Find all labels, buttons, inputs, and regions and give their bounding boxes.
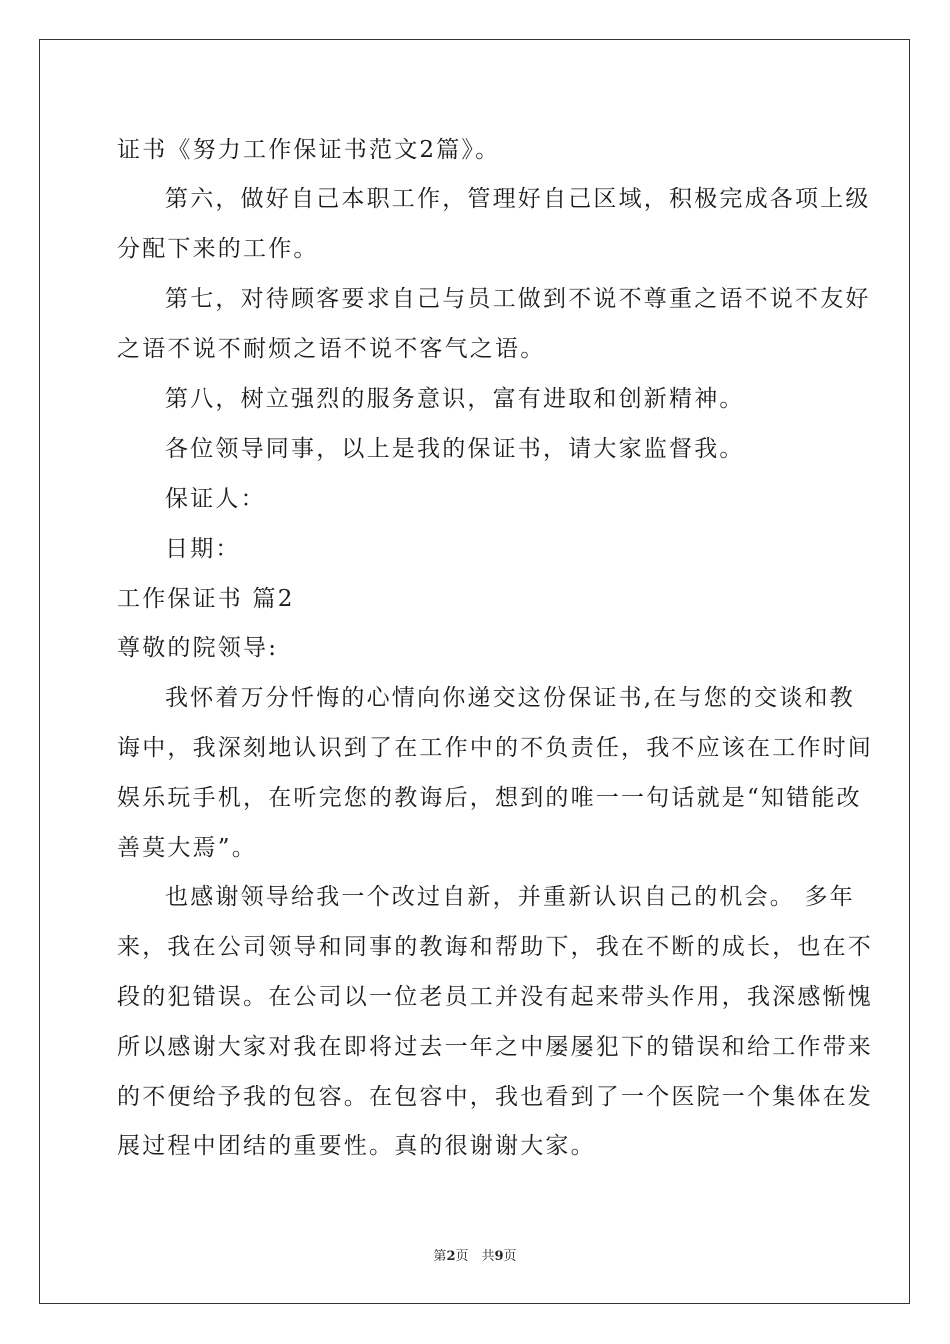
- page-suffix: 页: [503, 1249, 517, 1264]
- text-line: 第六，做好自己本职工作，管理好自己区域，积极完成各项上级: [165, 186, 871, 212]
- text-line: 第七，对待顾客要求自己与员工做到不说不尊重之语不说不友好: [165, 286, 871, 312]
- text-line: 也感谢领导给我一个改过自新，并重新认识自己的机会。 多年: [165, 884, 855, 910]
- section-heading: 工作保证书 篇2: [117, 586, 295, 612]
- page-border: [39, 39, 910, 1304]
- text-line: 之语不说不耐烦之语不说不客气之语。: [117, 336, 546, 362]
- current-page-number: 2: [446, 1249, 456, 1264]
- page-prefix: 第: [433, 1249, 447, 1264]
- page-mid: 页 共: [455, 1249, 495, 1264]
- text-line: 段的犯错误。在公司以一位老员工并没有起来带头作用，我深感惭愧: [117, 984, 873, 1010]
- text-line: 来，我在公司领导和同事的教诲和帮助下，我在不断的成长，也在不: [117, 934, 873, 960]
- text-line: 证书《努力工作保证书范文2篇》。: [117, 137, 501, 163]
- text-line: 展过程中团结的重要性。真的很谢谢大家。: [117, 1133, 596, 1159]
- text-line: 诲中，我深刻地认识到了在工作中的不负责任，我不应该在工作时间: [117, 735, 873, 761]
- text-line: 保证人：: [165, 486, 266, 512]
- text-line: 所以感谢大家对我在即将过去一年之中屡屡犯下的错误和给工作带来: [117, 1034, 873, 1060]
- total-pages-number: 9: [494, 1249, 504, 1264]
- salutation: 尊敬的院领导:: [117, 635, 279, 661]
- text-line: 日期：: [165, 536, 241, 562]
- text-line: 分配下来的工作。: [117, 236, 319, 262]
- text-line: 我怀着万分忏悔的心情向你递交这份保证书,在与您的交谈和教: [165, 685, 855, 711]
- text-line: 娱乐玩手机，在听完您的教诲后，想到的唯一一句话就是“知错能改: [117, 785, 862, 811]
- text-line: 的不便给予我的包容。在包容中，我也看到了一个医院一个集体在发: [117, 1084, 873, 1110]
- text-line: 善莫大焉”。: [117, 835, 257, 861]
- text-line: 各位领导同事，以上是我的保证书，请大家监督我。: [165, 436, 745, 462]
- page-number-footer: [0, 1248, 950, 1266]
- text-line: 第八，树立强烈的服务意识，富有进取和创新精神。: [165, 386, 745, 412]
